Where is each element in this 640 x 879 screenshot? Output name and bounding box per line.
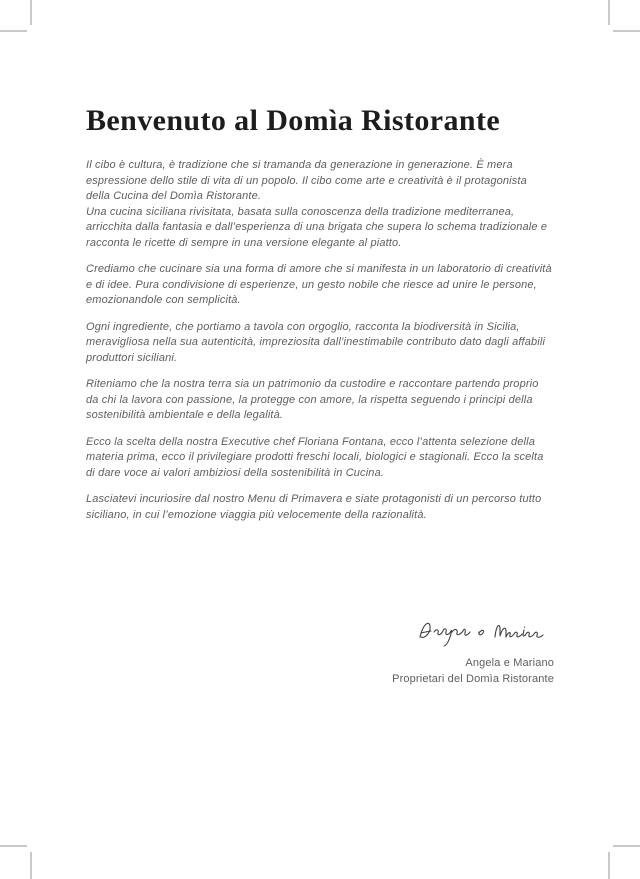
- crop-mark-bottom-right-vertical: [608, 852, 610, 879]
- signature-handwriting-icon: [416, 615, 548, 649]
- crop-mark-bottom-left-horizontal: [0, 845, 27, 847]
- letter-paragraph: Crediamo che cucinare sia una forma di amore che si manifesta in un laboratorio di creatività e di idee. Pura condivisione di esperienze, un gesto nobile che riesce ad unire le persone, emozionandole con semplicità.: [86, 263, 552, 306]
- crop-mark-top-left-vertical: [30, 0, 32, 25]
- letter-paragraph: Ogni ingrediente, che portiamo a tavola con orgoglio, racconta la biodiversità in Sicilia, meravigliosa nella sua autenticità, impreziosita dall’inestimabile contributo dato dagli affabili produttori siciliani.: [86, 320, 546, 364]
- page-title: Benvenuto al Domìa Ristorante: [86, 104, 501, 137]
- letter-paragraph: Ecco la scelta della nostra Executive chef Floriana Fontana, ecco l’attenta selezione della materia prima, ecco il privilegiare prodotti freschi locali, biologici e stagionali. Ecco la scelta di dare voce ai valori ambiziosi della sostenibilità in Cucina.: [86, 435, 544, 479]
- letter-paragraph: Il cibo è cultura, è tradizione che si tramanda da generazione in generazione. È mera espressione dello stile di vita di un popolo. Il cibo come arte e creatività è il protagonista della Cucina del Domìa Ristorante.: [86, 159, 527, 202]
- crop-mark-top-right-horizontal: [613, 30, 640, 32]
- signature-name: Angela e Mariano: [465, 657, 554, 669]
- letter-content: [86, 104, 554, 687]
- letter-paragraph: Riteniamo che la nostra terra sia un patrimonio da custodire e raccontare partendo proprio da chi la lavora con passione, la protegge con amore, la rispetta seguendo i principi della sostenibilità ambientale e della legalità.: [86, 378, 539, 421]
- letter-body: [86, 158, 554, 523]
- crop-mark-top-right-vertical: [608, 0, 610, 25]
- letter-paragraph: Lasciatevi incuriosire dal nostro Menu di Primavera e siate protagonisti di un percorso tutto siciliano, in cui l’emozione viaggia più velocemente della razionalità.: [86, 493, 542, 521]
- letter-paragraph: Una cucina siciliana rivisitata, basata sulla conoscenza della tradizione mediterranea, arricchita dalla fantasia e dall’esperienza di una brigata che supera lo schema tradizionale e racconta le ricette di sempre in una versione elegante al piatto.: [86, 205, 548, 249]
- crop-mark-top-left-horizontal: [0, 30, 27, 32]
- signature-role: Proprietari del Domìa Ristorante: [392, 672, 554, 685]
- signature-block: [86, 615, 554, 687]
- crop-mark-bottom-right-horizontal: [613, 845, 640, 847]
- crop-mark-bottom-left-vertical: [30, 852, 32, 879]
